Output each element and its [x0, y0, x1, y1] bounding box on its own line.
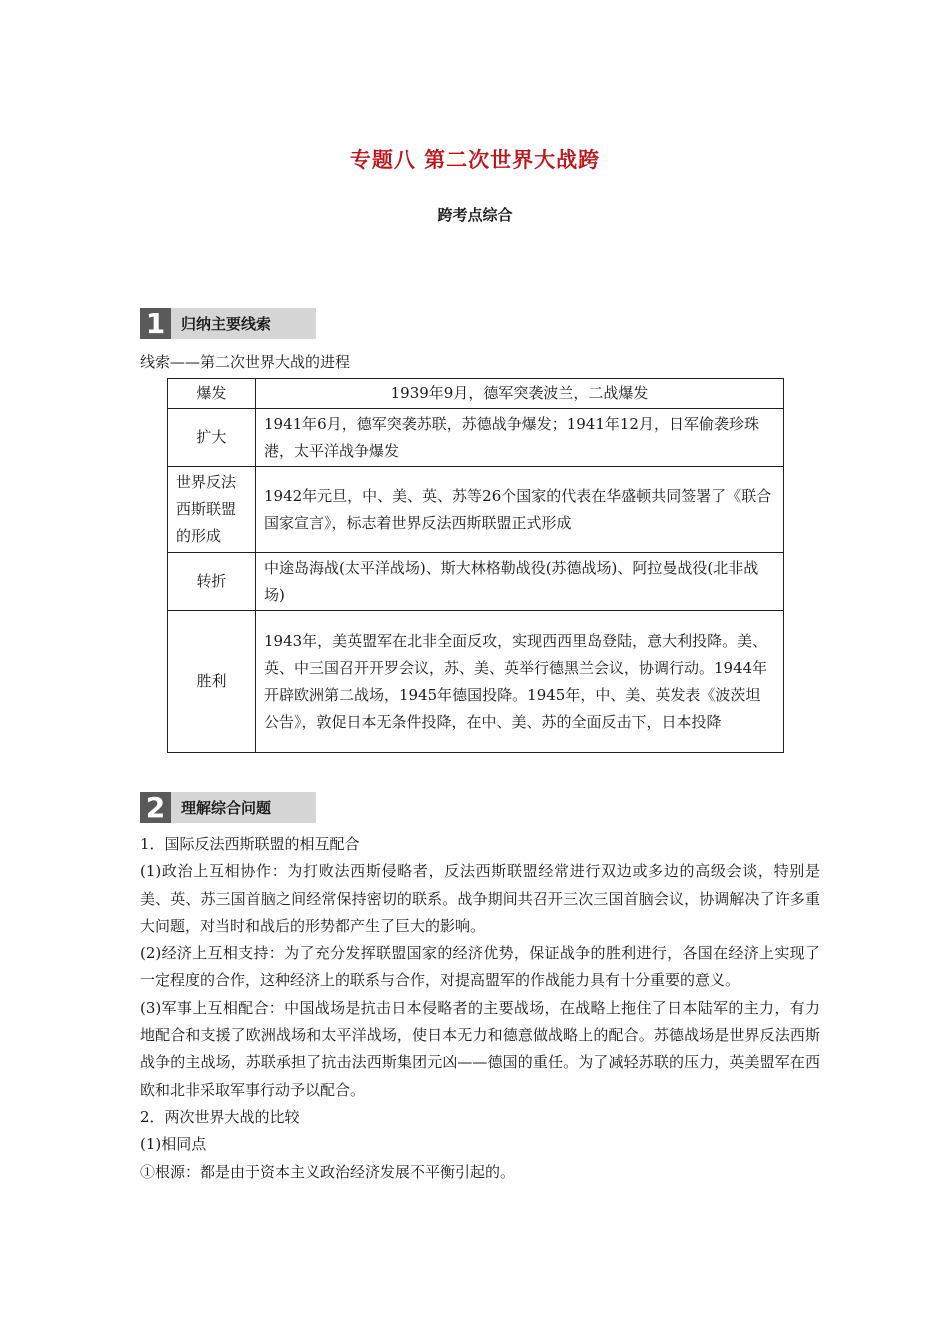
content-cell: 1939年9月，德军突袭波兰，二战爆发	[256, 379, 784, 409]
section-1-label: 归纳主要线索	[171, 308, 316, 339]
section-2-number: 2	[140, 792, 171, 823]
section-2-body	[140, 831, 820, 1186]
paragraph: 2．两次世界大战的比较	[140, 1107, 300, 1126]
content-cell: 1942年元旦，中、美、英、苏等26个国家的代表在华盛顿共同签署了《联合国家宣言》，标志着世界反法西斯联盟正式形成	[256, 467, 784, 553]
section-1-number: 1	[140, 308, 171, 339]
table-row	[168, 611, 784, 753]
stage-cell: 世界反法西斯联盟的形成	[168, 467, 256, 553]
paragraph: (1)政治上互相协作：为打败法西斯侵略者，反法西斯联盟经常进行双边或多边的高级会谈，特别是美、英、苏三国首脑之间经常保持密切的联系。战争期间共召开三次三国首脑会议，协调解决了许多重大问题，对当时和战后的形势都产生了巨大的影响。	[140, 862, 820, 935]
paragraph: (1)相同点	[140, 1135, 207, 1154]
stage-cell: 爆发	[168, 379, 256, 409]
stage-cell: 扩大	[168, 409, 256, 467]
clue-title: 线索——第二次世界大战的进程	[140, 353, 351, 371]
table-row	[168, 409, 784, 467]
section-2-label: 理解综合问题	[171, 792, 316, 823]
paragraph: (3)军事上互相配合：中国战场是抗击日本侵略者的主要战场，在战略上拖住了日本陆军的主力，有力地配合和支援了欧洲战场和太平洋战场，使日本无力和德意做战略上的配合。苏德战场是世界反法西斯战争的主战场，苏联承担了抗击法西斯集团元凶——德国的重任。为了减轻苏联的压力，英美盟军在西欧和北非采取军事行动予以配合。	[140, 998, 820, 1099]
table-row	[168, 379, 784, 409]
stage-cell: 胜利	[168, 611, 256, 753]
paragraph: ①根源：都是由于资本主义政治经济发展不平衡引起的。	[140, 1162, 516, 1181]
paragraph: (2)经济上互相支持：为了充分发挥联盟国家的经济优势，保证战争的胜利进行，各国在经济上实现了一定程度的合作，这种经济上的联系与合作，对提高盟军的作战能力具有十分重要的意义。	[140, 944, 820, 990]
content-cell: 1941年6月，德军突袭苏联，苏德战争爆发；1941年12月，日军偷袭珍珠港，太平洋战争爆发	[256, 409, 784, 467]
page-title: 专题八 第二次世界大战跨	[349, 148, 601, 172]
section-1-header	[140, 308, 316, 339]
section-2-header	[140, 792, 316, 823]
page-subtitle: 跨考点综合	[437, 206, 513, 224]
paragraph: 1．国际反法西斯联盟的相互配合	[140, 835, 360, 853]
table-row	[168, 467, 784, 553]
content-cell: 1943年，美英盟军在北非全面反攻，实现西西里岛登陆，意大利投降。美、英、中三国召开开罗会议，苏、美、英举行德黑兰会议，协调行动。1944年开辟欧洲第二战场，1945年德国投降。1945年，中、美、英发表《波茨坦公告》，敦促日本无条件投降，在中、美、苏的全面反击下，日本投降	[256, 611, 784, 753]
table-row	[168, 553, 784, 611]
stage-cell: 转折	[168, 553, 256, 611]
content-cell: 中途岛海战(太平洋战场)、斯大林格勒战役(苏德战场)、阿拉曼战役(北非战场)	[256, 553, 784, 611]
progress-table	[167, 378, 784, 753]
